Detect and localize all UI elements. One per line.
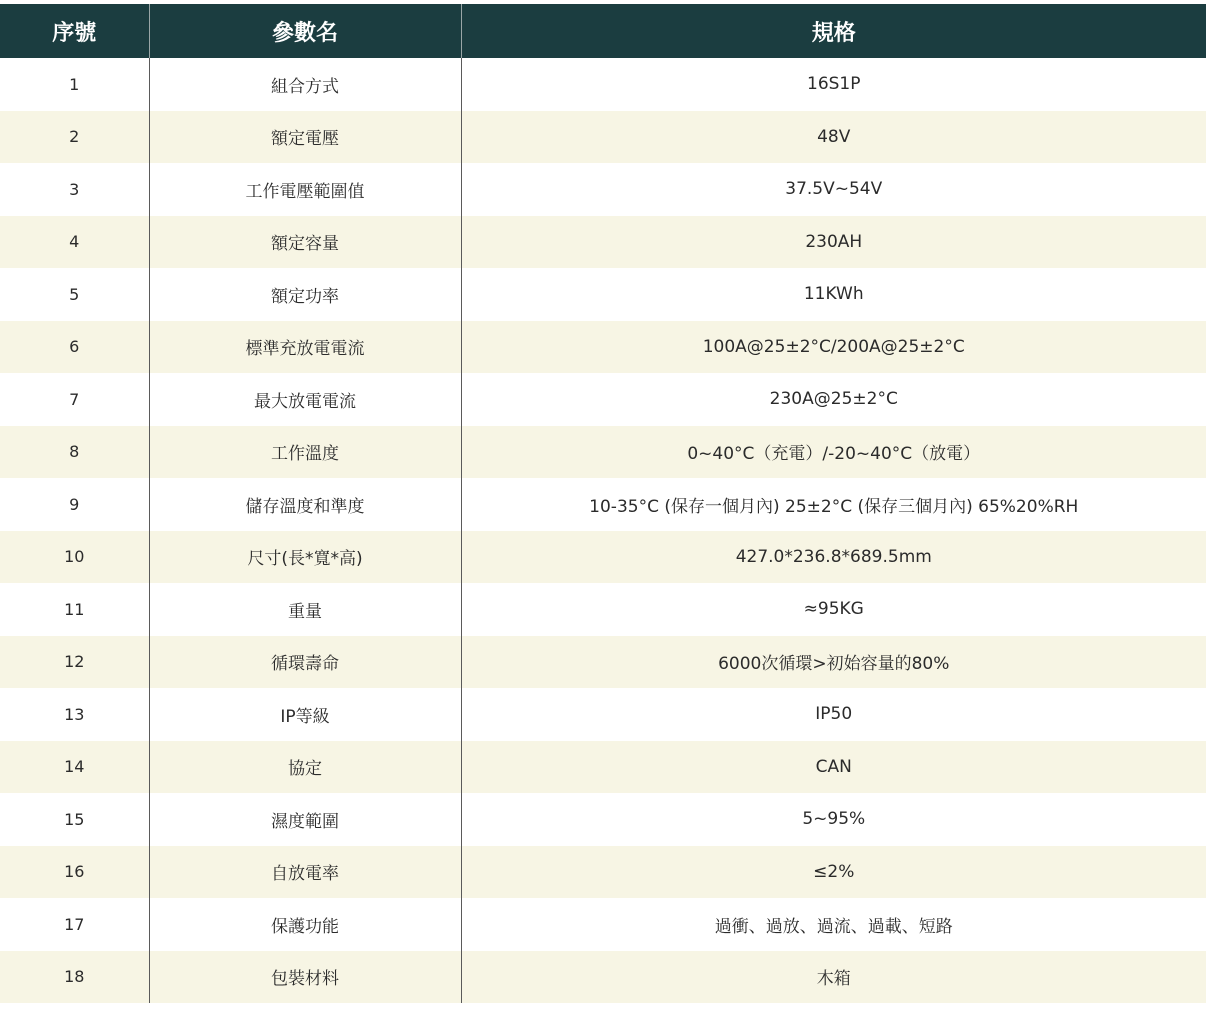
parameter-name: 組合方式 xyxy=(149,58,461,111)
table-row xyxy=(0,846,1206,899)
specification-value: 427.0*236.8*689.5mm xyxy=(461,531,1206,584)
table-header xyxy=(0,4,1206,58)
specification-value: CAN xyxy=(461,741,1206,794)
row-number: 6 xyxy=(0,321,149,374)
table-row xyxy=(0,216,1206,269)
parameter-name: 包裝材料 xyxy=(149,951,461,1004)
specification-value: 5~95% xyxy=(461,793,1206,846)
row-number: 16 xyxy=(0,846,149,899)
specification-value: 230A@25±2°C xyxy=(461,373,1206,426)
specification-value: 11KWh xyxy=(461,268,1206,321)
row-number: 15 xyxy=(0,793,149,846)
table-row xyxy=(0,111,1206,164)
row-number: 2 xyxy=(0,111,149,164)
table-row xyxy=(0,58,1206,111)
parameter-name: 額定功率 xyxy=(149,268,461,321)
parameter-name: 重量 xyxy=(149,583,461,636)
specification-value: 230AH xyxy=(461,216,1206,269)
parameter-name: 保護功能 xyxy=(149,898,461,951)
specification-value: 過衝、過放、過流、過載、短路 xyxy=(461,898,1206,951)
row-number: 17 xyxy=(0,898,149,951)
row-number: 12 xyxy=(0,636,149,689)
table-row xyxy=(0,951,1206,1004)
specification-value: 16S1P xyxy=(461,58,1206,111)
row-number: 9 xyxy=(0,478,149,531)
row-number: 18 xyxy=(0,951,149,1004)
table-row xyxy=(0,688,1206,741)
row-number: 13 xyxy=(0,688,149,741)
specification-value: 木箱 xyxy=(461,951,1206,1004)
header-specification: 規格 xyxy=(461,4,1206,58)
row-number: 14 xyxy=(0,741,149,794)
parameter-name: 工作溫度 xyxy=(149,426,461,479)
specification-value: IP50 xyxy=(461,688,1206,741)
table-row xyxy=(0,793,1206,846)
row-number: 3 xyxy=(0,163,149,216)
parameter-name: 協定 xyxy=(149,741,461,794)
table-row xyxy=(0,321,1206,374)
specification-value: 48V xyxy=(461,111,1206,164)
table-row xyxy=(0,478,1206,531)
row-number: 5 xyxy=(0,268,149,321)
specification-value: ≤2% xyxy=(461,846,1206,899)
parameter-name: 儲存溫度和準度 xyxy=(149,478,461,531)
table-row xyxy=(0,636,1206,689)
table-row xyxy=(0,373,1206,426)
row-number: 10 xyxy=(0,531,149,584)
spec-table xyxy=(0,4,1206,1003)
parameter-name: 循環壽命 xyxy=(149,636,461,689)
row-number: 7 xyxy=(0,373,149,426)
specification-value: 6000次循環>初始容量的80% xyxy=(461,636,1206,689)
parameter-name: IP等級 xyxy=(149,688,461,741)
table-body xyxy=(0,58,1206,1003)
parameter-name: 標準充放電電流 xyxy=(149,321,461,374)
row-number: 1 xyxy=(0,58,149,111)
specification-value: 100A@25±2°C/200A@25±2°C xyxy=(461,321,1206,374)
specification-value: 10-35°C (保存一個月內) 25±2°C (保存三個月內) 65%20%RH xyxy=(461,478,1206,531)
header-parameter-name: 參數名 xyxy=(149,4,461,58)
parameter-name: 工作電壓範圍值 xyxy=(149,163,461,216)
parameter-name: 自放電率 xyxy=(149,846,461,899)
parameter-name: 額定容量 xyxy=(149,216,461,269)
row-number: 11 xyxy=(0,583,149,636)
table-row xyxy=(0,898,1206,951)
table-row xyxy=(0,163,1206,216)
parameter-name: 尺寸(長*寬*高) xyxy=(149,531,461,584)
header-row xyxy=(0,4,1206,58)
specification-value: 0~40°C（充電）/-20~40°C（放電） xyxy=(461,426,1206,479)
row-number: 4 xyxy=(0,216,149,269)
parameter-name: 最大放電電流 xyxy=(149,373,461,426)
table-row xyxy=(0,531,1206,584)
table-row xyxy=(0,583,1206,636)
specification-value: ≈95KG xyxy=(461,583,1206,636)
parameter-name: 額定電壓 xyxy=(149,111,461,164)
table-row xyxy=(0,268,1206,321)
specification-value: 37.5V~54V xyxy=(461,163,1206,216)
parameter-name: 濕度範圍 xyxy=(149,793,461,846)
header-serial-no: 序號 xyxy=(0,4,149,58)
table-row xyxy=(0,741,1206,794)
table-row xyxy=(0,426,1206,479)
row-number: 8 xyxy=(0,426,149,479)
